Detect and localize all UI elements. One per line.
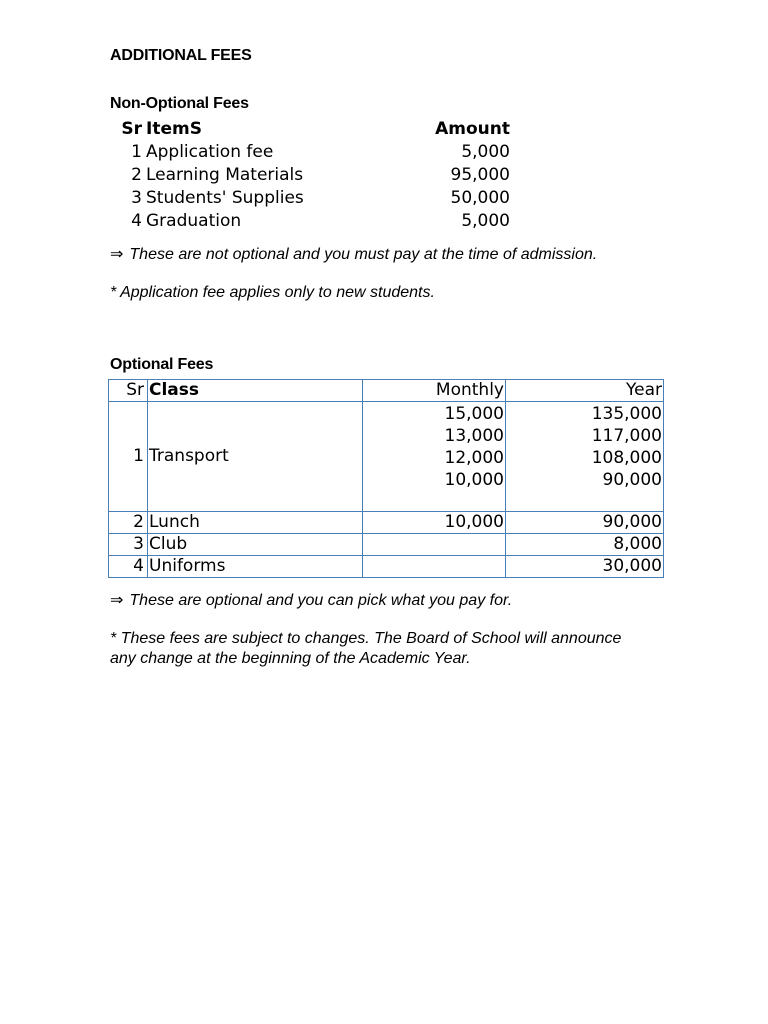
row-class: Uniforms (148, 556, 363, 578)
table-row (110, 210, 510, 233)
table-row (110, 187, 510, 210)
table-header-row (109, 380, 664, 402)
header-sr: Sr (109, 380, 148, 402)
non-optional-note (110, 244, 597, 264)
year-value: 108,000 (591, 448, 662, 468)
row-monthly (363, 534, 506, 556)
row-item: Application fee (146, 142, 274, 162)
row-class: Club (148, 534, 363, 556)
row-sr: 3 (109, 534, 148, 556)
monthly-value: 13,000 (444, 426, 504, 446)
row-item: Learning Materials (146, 165, 304, 185)
optional-fees-table (108, 379, 664, 578)
table-row (109, 512, 664, 534)
implies-arrow-icon: ⇒ (110, 592, 124, 609)
row-monthly: 10,000 (363, 512, 506, 534)
row-sr: 1 (109, 402, 148, 512)
table-row (109, 556, 664, 578)
transport-year-cell (506, 402, 664, 512)
row-year: 30,000 (506, 556, 664, 578)
year-value: 117,000 (591, 426, 662, 446)
optional-note-text: These are optional and you can pick what you pay for. (129, 592, 513, 609)
optional-heading: Optional Fees (110, 356, 214, 373)
header-amount: Amount (435, 119, 510, 139)
row-amount: 5,000 (461, 142, 510, 162)
header-year: Year (506, 380, 664, 402)
non-optional-note-text: These are not optional and you must pay at the time of admission. (129, 246, 598, 263)
row-item: Students' Supplies (146, 188, 304, 208)
application-fee-footnote: * Application fee applies only to new students. (110, 284, 435, 301)
table-row (110, 164, 510, 187)
table-row (109, 534, 664, 556)
monthly-value: 12,000 (444, 448, 504, 468)
row-amount: 5,000 (461, 211, 510, 231)
row-sr: 4 (131, 211, 142, 231)
header-sr: Sr (121, 119, 142, 139)
row-sr: 2 (109, 512, 148, 534)
row-year: 90,000 (506, 512, 664, 534)
header-items: ItemS (146, 119, 202, 139)
year-value: 90,000 (602, 470, 662, 490)
row-monthly (363, 556, 506, 578)
header-monthly: Monthly (363, 380, 506, 402)
monthly-value: 10,000 (444, 470, 504, 490)
header-class: Class (148, 380, 363, 402)
row-sr: 2 (131, 165, 142, 185)
table-row (109, 402, 664, 512)
non-optional-fees-table (110, 118, 510, 233)
row-sr: 3 (131, 188, 142, 208)
transport-monthly-cell (363, 402, 506, 512)
row-class: Lunch (148, 512, 363, 534)
row-sr: 1 (131, 142, 142, 162)
year-value: 135,000 (591, 404, 662, 424)
row-year: 8,000 (506, 534, 664, 556)
implies-arrow-icon: ⇒ (110, 246, 124, 263)
document-title: ADDITIONAL FEES (110, 47, 252, 64)
row-amount: 50,000 (450, 188, 510, 208)
table-header-row (110, 118, 510, 141)
optional-note (110, 590, 512, 610)
row-amount: 95,000 (450, 165, 510, 185)
table-row (110, 141, 510, 164)
row-item: Graduation (146, 211, 242, 231)
row-class: Transport (148, 402, 363, 512)
non-optional-heading: Non-Optional Fees (110, 95, 249, 112)
monthly-value: 15,000 (444, 404, 504, 424)
fees-change-footnote: * These fees are subject to changes. The Board of School will announce any change at the beginning of the Academic Year. (110, 630, 622, 667)
row-sr: 4 (109, 556, 148, 578)
